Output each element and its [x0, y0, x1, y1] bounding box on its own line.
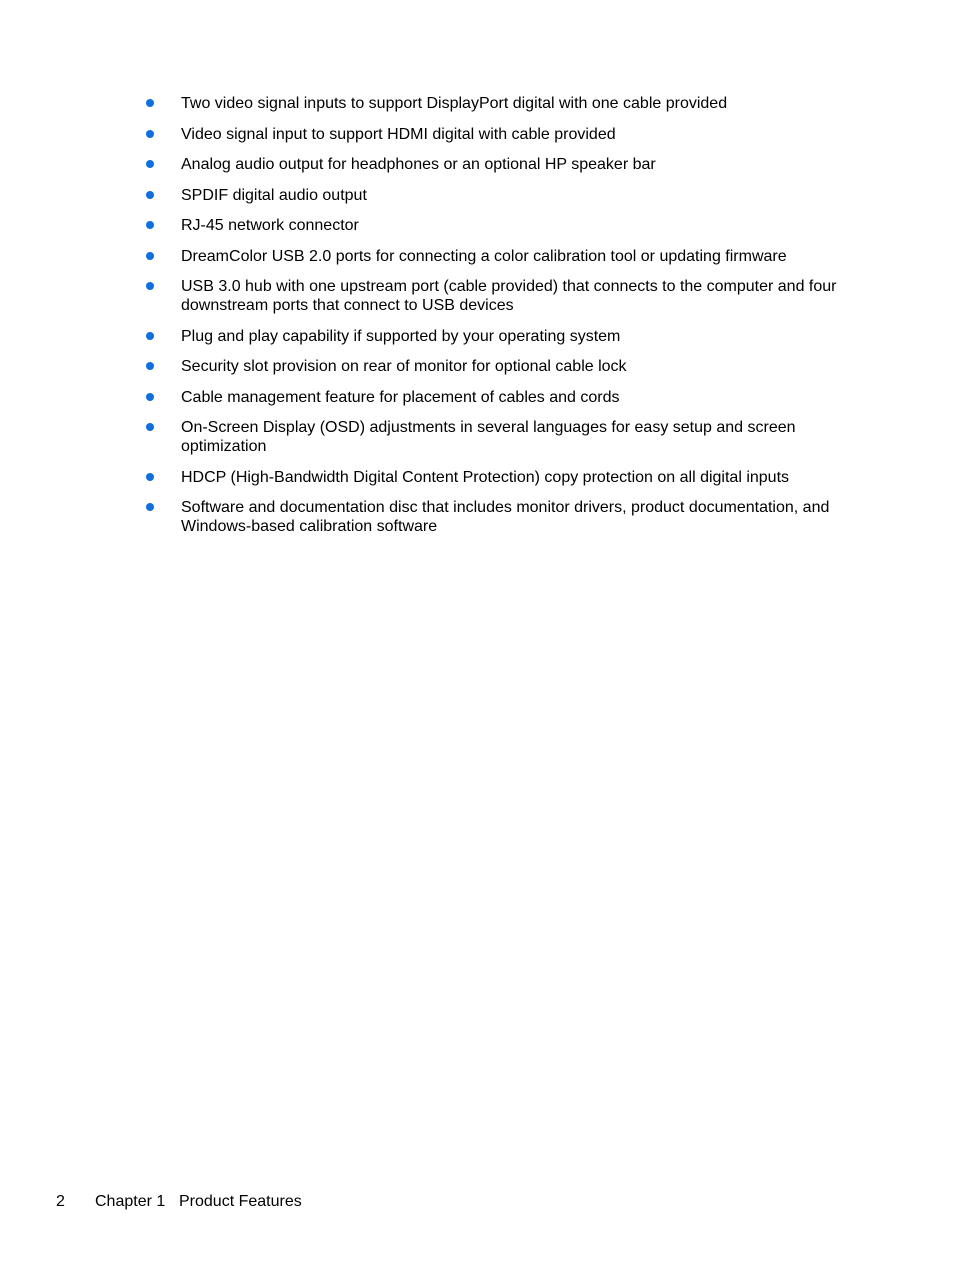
bullet-icon	[146, 191, 154, 199]
list-item	[0, 247, 846, 266]
bullet-icon	[146, 282, 154, 290]
page-number: 2	[56, 1193, 65, 1210]
list-item	[0, 125, 846, 144]
bullet-icon	[146, 473, 154, 481]
feature-text: SPDIF digital audio output	[181, 186, 367, 204]
feature-text: On-Screen Display (OSD) adjustments in several languages for easy setup and screen optimization	[181, 419, 796, 455]
list-item	[0, 327, 846, 346]
bullet-icon	[146, 160, 154, 168]
bullet-icon	[146, 130, 154, 138]
feature-text: Plug and play capability if supported by your operating system	[181, 327, 621, 345]
list-item	[0, 186, 846, 205]
feature-list	[0, 94, 954, 548]
bullet-icon	[146, 221, 154, 229]
bullet-icon	[146, 503, 154, 511]
bullet-icon	[146, 362, 154, 370]
list-item	[0, 155, 846, 174]
bullet-icon	[146, 393, 154, 401]
feature-text: Analog audio output for headphones or an optional HP speaker bar	[181, 156, 656, 173]
list-item	[0, 94, 846, 113]
chapter-label: Chapter 1	[95, 1193, 166, 1210]
list-item	[0, 357, 846, 376]
bullet-icon	[146, 423, 154, 431]
list-item	[0, 388, 846, 407]
list-item	[0, 498, 846, 536]
chapter-title: Product Features	[179, 1193, 302, 1210]
feature-text: DreamColor USB 2.0 ports for connecting a color calibration tool or updating firmware	[181, 247, 787, 265]
feature-text: USB 3.0 hub with one upstream port (cable provided) that connects to the computer and four downstream ports that connect to USB devices	[181, 278, 837, 314]
list-item	[0, 468, 846, 487]
bullet-icon	[146, 252, 154, 260]
feature-text: Cable management feature for placement of cables and cords	[181, 388, 620, 406]
bullet-icon	[146, 99, 154, 107]
feature-text: Two video signal inputs to support DisplayPort digital with one cable provided	[181, 95, 728, 112]
bullet-icon	[146, 332, 154, 340]
list-item	[0, 277, 846, 315]
feature-text: RJ-45 network connector	[181, 217, 359, 234]
feature-text: Video signal input to support HDMI digital with cable provided	[181, 125, 616, 143]
feature-text: Security slot provision on rear of monitor for optional cable lock	[181, 358, 627, 375]
feature-text: HDCP (High-Bandwidth Digital Content Protection) copy protection on all digital inputs	[181, 468, 790, 486]
list-item	[0, 216, 846, 235]
list-item	[0, 418, 846, 456]
feature-text: Software and documentation disc that includes monitor drivers, product documentation, and Windows-based calibration software	[181, 499, 830, 535]
